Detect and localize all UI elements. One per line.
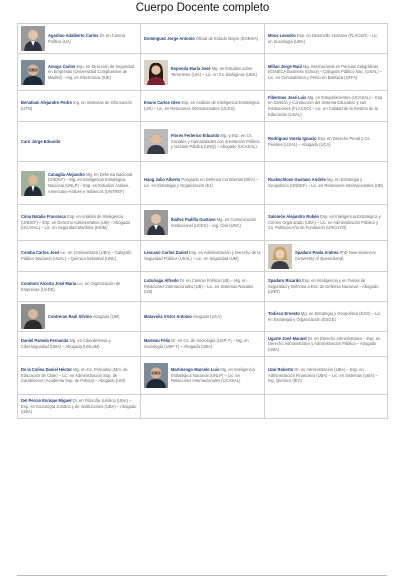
faculty-name: Contreras Raúl Silvino (48, 313, 92, 319)
faculty-cell (18, 272, 141, 302)
faculty-name: Fibermus José Luis (268, 94, 307, 100)
faculty-entry (268, 311, 384, 322)
faculty-credentials: Esp. en Derecho Penal y Cs. Penales (USAL) – Abogado (UCA) (268, 135, 371, 147)
faculty-text (268, 336, 384, 353)
table-row (18, 54, 388, 91)
faculty-cell (18, 241, 141, 272)
faculty-name: Spadaro Paola Andrea (295, 250, 339, 256)
footer-divider (17, 575, 387, 576)
faculty-entry (21, 250, 137, 261)
faculty-name: Caro Jorge Eduardo (21, 138, 61, 144)
faculty-text (144, 250, 261, 261)
faculty-name: Ibáñez Padilla Gustavo (171, 216, 216, 222)
faculty-name: Rodríguez Varela Ignacio (268, 135, 317, 141)
faculty-name: De la Colina Daniel Héctor (21, 367, 72, 373)
faculty-cell (141, 162, 265, 205)
faculty-cell (265, 91, 388, 122)
faculty-credentials: Mg. en Defensa Nacional (UNDEF) – Mg. en Inteligencia Estratégica Nacional (UNLP) – Esp. en Estudios Árabes, Americano-Árabes e Islámicos (UNTREF) (48, 171, 133, 194)
faculty-photo (21, 171, 45, 196)
faculty-cell (265, 395, 388, 419)
faculty-entry (144, 314, 261, 320)
faculty-credentials: Ing. en Sistemas de Información (UTN) (21, 100, 132, 111)
faculty-credentials: Mg. en Estrategia y Geopolítica (UNDEF) – Lic. en Relaciones Internacionales (UB) (268, 177, 384, 188)
faculty-cell (18, 54, 141, 91)
faculty-cell (18, 302, 141, 332)
faculty-cell (141, 272, 265, 302)
faculty-text (268, 64, 384, 81)
faculty-text (21, 338, 137, 349)
faculty-credentials: Mg. en Comunicación Institucional (UCES) – Ing. Civil (UNC) (171, 216, 257, 228)
faculty-photo (21, 26, 45, 51)
faculty-cell (18, 24, 141, 54)
table-row (18, 205, 388, 241)
faculty-entry (268, 214, 384, 231)
faculty-name: Amaya Carlos (48, 63, 76, 69)
faculty-text (48, 314, 137, 320)
faculty-entry (21, 171, 137, 196)
faculty-credentials: Mg. en Cs. Policiales (Mrn. de Educación de Chile) – Lic. en Administración Sup. de Carabineros (Academia Sup. de Policía) – Abogado (UM) (21, 367, 128, 384)
table-row (18, 332, 388, 357)
faculty-entry (144, 210, 261, 235)
faculty-cell (265, 302, 388, 332)
faculty-credentials: Esp. en Inteligencia Estratégica y Crimen Organizado (UBA) – Lic. en Administración Pública y Cs. Políticas Año de Fundación (UNCUYO) (268, 214, 381, 231)
faculty-name: Evans Carlos Glen (144, 100, 181, 106)
faculty-credentials: Mg. en Ciberdefensa y Ciberseguridad (UBA) – Abogada (UNLaM) (21, 338, 111, 349)
faculty-credentials: Esp. en Análisis de Inteligencia Estratégica (UN) – Lic. en Relaciones Internacionales (UCES) (144, 100, 260, 111)
faculty-credentials: Esp. en Desarrollo Humano (FLACSO) – Lic. en Sociología (UBA) (268, 32, 379, 44)
faculty-entry (268, 367, 384, 384)
faculty-text (144, 314, 261, 320)
faculty-name: Domínguez Jorge Antonio (144, 35, 195, 41)
table-row (18, 91, 388, 122)
faculty-text (21, 367, 137, 384)
faculty-credentials: Dr. en Administración (UBA) – Esp. en Administración Financiera (UBA) – Lic. en Sistemas (UBA) – Ing. Químico (IEC) (268, 367, 378, 384)
faculty-name: Moss Leandro (268, 32, 296, 38)
faculty-credentials: Posgrado en Defensa Continental (DEA) – Lic. en Estrategia y Organización (EJ) (144, 177, 259, 188)
faculty-photo (144, 129, 168, 154)
faculty-text (144, 177, 261, 188)
faculty-entry (21, 214, 137, 231)
faculty-entry (144, 338, 261, 349)
faculty-cell (265, 24, 388, 54)
faculty-credentials: Dr. en Derecho Administrativo – Esp. en Derecho Administrativo y Administración Pública – Abogado (UBA) (268, 335, 381, 352)
faculty-cell (18, 332, 141, 357)
faculty-cell (265, 357, 388, 395)
faculty-entry (144, 36, 261, 42)
faculty-text (171, 133, 261, 150)
faculty-entry (21, 139, 137, 145)
faculty-cell (141, 24, 265, 54)
faculty-entry (268, 64, 384, 81)
faculty-text (144, 278, 261, 295)
faculty-cell (141, 91, 265, 122)
faculty-entry (144, 129, 261, 154)
faculty-credentials: Dr. en Ciencia Política (UB) – Mg. en Relaciones Internacionales (UB) – Lic. en Sistemas Navales (UB) (144, 278, 254, 295)
faculty-credentials: Mg. en Estrategia y Geopolítica (ESG) – Lic. en Estrategia y Organización (ESGE) (268, 310, 382, 322)
faculty-entry (21, 26, 137, 51)
faculty-cell (18, 395, 141, 419)
faculty-name: Lescano Carlos Daniel (144, 250, 188, 256)
faculty-name: Ruckschloss Gustavo Andrés (268, 177, 326, 183)
faculty-name: Todisco Ernesto (268, 310, 300, 316)
table-row (18, 357, 388, 395)
faculty-entry (144, 60, 261, 85)
faculty-name: Benatiani Alejandro Pedro (21, 100, 73, 106)
table-row (18, 395, 388, 419)
faculty-entry (21, 367, 137, 384)
faculty-cell (18, 122, 141, 162)
faculty-text (171, 66, 261, 77)
faculty-entry (21, 60, 137, 85)
faculty-text (48, 33, 137, 44)
faculty-name: Esponda María José (171, 66, 211, 72)
faculty-text (21, 100, 137, 111)
faculty-name: Daniel Pamela Fernanda (21, 338, 69, 344)
faculty-cell (141, 122, 265, 162)
faculty-cell (265, 54, 388, 91)
faculty-text (268, 278, 384, 295)
faculty-name: Flores Federico Eduardo (171, 133, 220, 139)
faculty-name: Comba Carlos José (21, 250, 60, 256)
faculty-table (17, 23, 388, 419)
faculty-text (268, 311, 384, 322)
faculty-name: Del Percio Enrique Miguel (21, 398, 72, 404)
faculty-cell (265, 241, 388, 272)
table-row (18, 302, 388, 332)
table-row (18, 272, 388, 302)
faculty-text (144, 100, 261, 111)
faculty-cell (141, 357, 265, 395)
faculty-cell (265, 272, 388, 302)
faculty-credentials: PhD Neurosciences (University of Queensland) (295, 250, 376, 261)
faculty-entry (21, 338, 137, 349)
faculty-name: Luzuriaga Alfredo (144, 278, 179, 284)
faculty-name: Ugarte José Manuel (268, 335, 307, 341)
faculty-text (268, 95, 384, 118)
table-row (18, 122, 388, 162)
faculty-credentials: Lic. en Organización de Empresas (UADE) (21, 280, 121, 292)
faculty-name: Agodino Adalberto Carlos (48, 32, 99, 38)
faculty-text (21, 281, 137, 292)
faculty-name: Millan Jorge Raúl (268, 63, 302, 69)
table-row (18, 162, 388, 205)
faculty-photo (21, 60, 45, 85)
faculty-text (48, 172, 137, 195)
faculty-name: Martinengo Marcelo Luis (171, 367, 220, 373)
faculty-photo (268, 244, 292, 269)
faculty-entry (144, 250, 261, 261)
faculty-entry (268, 244, 384, 269)
faculty-name: Marteau Félix (144, 338, 171, 344)
faculty-text (144, 338, 261, 349)
faculty-text (171, 367, 261, 384)
faculty-photo (144, 210, 168, 235)
faculty-entry (144, 100, 261, 111)
faculty-credentials: Esp. en Análisis de Inteligencia (UNDEF) – Esp. en Derecho Administrativo (UB) – Abogada (UCASAL) – Lic. en Seguridad Marítima (ESIM) (21, 214, 130, 231)
faculty-credentials: Esp. en Inteligencia y en Temas de Seguridad y Defensa a EsC de Defensa Nacional – Abogado (UNR) (268, 278, 379, 295)
faculty-credentials: Dr. en Ciencia Política (UA) (48, 32, 126, 44)
faculty-entry (268, 177, 384, 188)
faculty-entry (21, 398, 137, 415)
table-row (18, 241, 388, 272)
faculty-cell (18, 162, 141, 205)
faculty-entry (21, 100, 137, 111)
faculty-cell (18, 91, 141, 122)
faculty-credentials: Abogado (UM) (91, 313, 120, 319)
faculty-cell (141, 205, 265, 241)
faculty-entry (268, 95, 384, 118)
faculty-credentials: Mg. en Inteligencia Estratégica Nacional (UNLP) – Lic. en Relaciones Internacionales (UCASAL) (171, 367, 255, 384)
faculty-credentials: Oficial de Estado Mayor (EGEMA) (194, 35, 259, 41)
faculty-text (268, 367, 384, 384)
faculty-cell (18, 357, 141, 395)
faculty-cell (141, 332, 265, 357)
table-row (18, 24, 388, 54)
faculty-credentials: Mg. en Estupefacientes (UCASAL) – Esp. en Gestión y Conducción del Sistema Educativo y sus Instituciones (FLACSO) – Lic. en Calidad de la Gestión de la Educación (USAL) (268, 94, 384, 117)
faculty-credentials: Esp. en Dirección de Seguridad en Empresas (Universidad Complutense de Madrid) – Ing. en Electrónica (IUE) (48, 63, 135, 80)
faculty-name: Hang Julio Alberto (144, 177, 181, 183)
faculty-cell (265, 122, 388, 162)
faculty-cell (141, 395, 265, 419)
faculty-text (21, 250, 137, 261)
faculty-credentials: Mg. en Estudios sobre Terrorismo (UIA) – Lic. en Cs. Biológicas (UBA) (171, 66, 257, 77)
faculty-text (171, 217, 261, 228)
faculty-name: Canaglia Alejandro (48, 171, 85, 177)
faculty-photo (21, 304, 45, 329)
faculty-cell (265, 205, 388, 241)
faculty-cell (265, 332, 388, 357)
page-title: Cuerpo Docente completo (135, 2, 270, 14)
faculty-photo (144, 60, 168, 85)
faculty-credentials: Mg. Internacional en Pericias Caligráficas (ESNECA Business School) – Calígrafo Público Nac. (USAL) – Lic. en Criminalística y Perito en Balística (UFFA) (268, 63, 382, 80)
faculty-cell (141, 241, 265, 272)
faculty-cell (141, 54, 265, 91)
faculty-entry (268, 33, 384, 44)
faculty-name: Salomón Alejandro Rubén (268, 214, 320, 220)
faculty-text (295, 250, 384, 261)
faculty-text (268, 33, 384, 44)
faculty-photo (144, 363, 168, 388)
faculty-text (268, 214, 384, 231)
faculty-credentials: Dr. en Filosofía Jurídica (UBA) – Esp. en Sociología Jurídica y de Instituciones (UBA) – Abogado (UBA) (21, 398, 137, 415)
faculty-entry (268, 278, 384, 295)
faculty-entry (268, 136, 384, 147)
faculty-entry (144, 177, 261, 188)
faculty-entry (144, 278, 261, 295)
faculty-entry (268, 336, 384, 353)
faculty-text (144, 36, 261, 42)
faculty-name: Condomí Alcorta José María (21, 280, 77, 286)
faculty-name: Spadaro Ricardo (268, 278, 301, 284)
faculty-credentials: Abogado (UCA) (191, 313, 222, 319)
faculty-name: Uzal Roberto (268, 367, 294, 373)
faculty-entry (21, 281, 137, 292)
faculty-cell (141, 302, 265, 332)
faculty-name: Cima Natalia Francisca (21, 214, 66, 220)
faculty-name: Matavoila Víctor Antonio (144, 313, 192, 319)
faculty-cell (18, 205, 141, 241)
faculty-credentials: Dr. en Cs. de Sociología (USP-T) – Mg. en Sociología (USP-T) – Abogado (UBA) (144, 338, 249, 349)
faculty-entry (144, 363, 261, 388)
faculty-text (268, 177, 384, 188)
faculty-credentials: Esp. en Administración y Derecho de la Seguridad Pública (USAL) – Lic. en Seguridad (UM) (144, 250, 261, 261)
faculty-text (268, 136, 384, 147)
faculty-text (48, 64, 137, 81)
faculty-entry (21, 304, 137, 329)
faculty-credentials: Lic. en Criminalística (UBA) – Calígrafo Público Nacional (USAL) – Químico Industrial (UNC) (21, 250, 132, 261)
faculty-text (21, 214, 137, 231)
faculty-credentials: Mg. y Esp. en Cs. Sociales y Humanidades con orientación Política y Gestión Pública (UNQ) – Abogado (UCASAL) (171, 133, 260, 150)
faculty-text (21, 139, 137, 145)
faculty-text (21, 398, 137, 415)
faculty-cell (265, 162, 388, 205)
